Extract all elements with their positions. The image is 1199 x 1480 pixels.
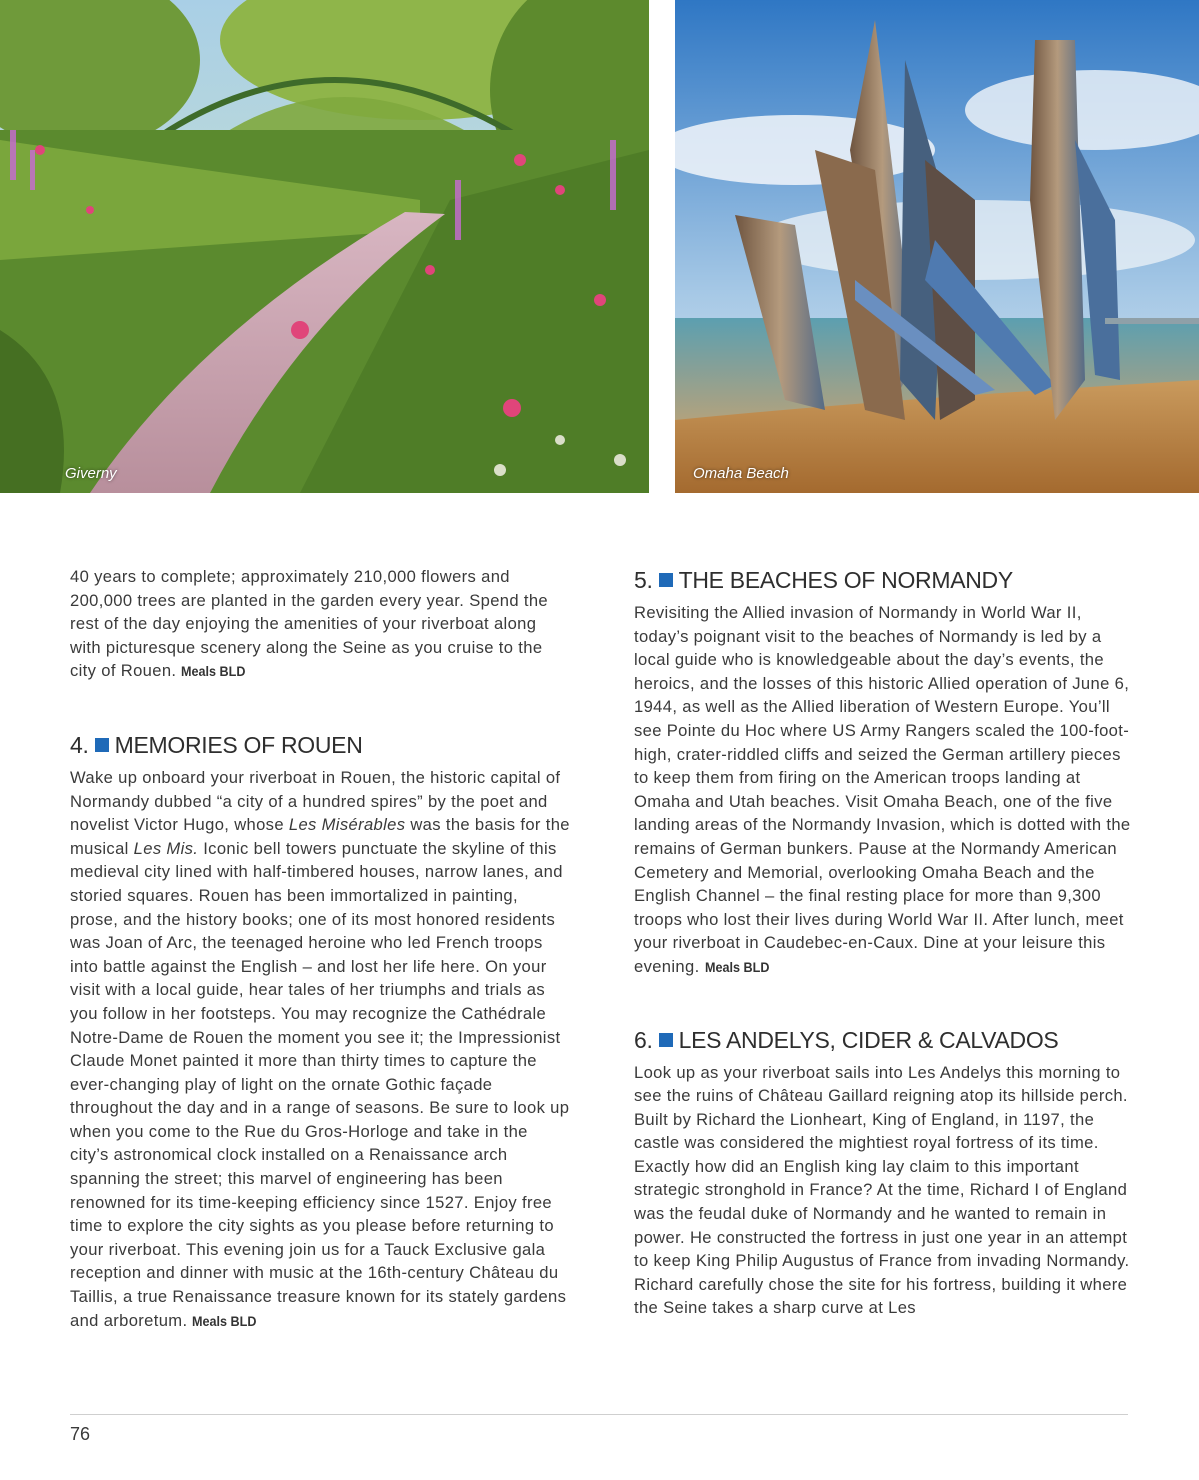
section-heading-5 [634, 566, 1134, 594]
section-number: 6. [634, 1026, 653, 1053]
giverny-caption: Giverny [65, 465, 117, 482]
intro-paragraph [70, 565, 570, 684]
footer-divider [70, 1414, 1128, 1415]
blue-square-icon [95, 738, 109, 752]
left-text-column [70, 565, 570, 1333]
section-number: 5. [634, 567, 653, 593]
les-mis-title: Les Mis. [133, 838, 199, 858]
section-5-paragraph [634, 601, 1134, 980]
section-number: 4. [70, 731, 89, 758]
section-title: MEMORIES OF ROUEN [114, 731, 363, 758]
right-text-column [634, 566, 1134, 1320]
section-4-text-c: Iconic bell towers punctuate the skyline of this medieval city lined with half-timbered houses, narrow lanes, and storied squares. Rouen has been immortalized in painting, prose, and the history books; one of its most honored residents was Joan of Arc, the teenaged heroine who led French troops into battle against the English – and lost her life here. On your visit with a local guide, hear tales of her triumphs and trials as you follow in her footsteps. You may recognize the Cathédrale Notre-Dame de Rouen the moment you see it; the Impressionist Claude Monet painted it more than thirty times to capture the ever-changing play of light on the ornate Gothic façade throughout the day and in a range of seasons. Be sure to look up when you come to the Rue du Gros-Horloge and take in the city’s astronomical clock installed on a Renaissance arch spanning the street; this marvel of engineering has been renowned for its time-keeping efficiency since 1527. Enjoy free time to explore the city sights as you please before returning to your riverboat. This evening join us for a Tauck Exclusive gala reception and dinner with music at the 16th-century Château du Taillis, a true Renaissance treasure known for its stately gardens and arboretum. [70, 838, 570, 1330]
blue-square-icon [659, 573, 673, 587]
section-5-text: Revisiting the Allied invasion of Normandy in World War II, today’s poignant visit to the beaches of Normandy is led by a local guide who is knowledgeable about the day’s events, the heroics, and the losses of this historic Allied operation of June 6, 1944, as well as the Allied liberation of Western Europe. You’ll see Pointe du Hoc where US Army Rangers scaled the 100-foot-high, crater-riddled cliffs and seized the German artillery pieces to keep them from firing on the American troops landing at Omaha and Utah beaches. Visit Omaha Beach, one of the five landing areas of the Normandy Invasion, which is dotted with the remains of German bunkers. Pause at the Normandy American Cemetery and Memorial, overlooking Omaha Beach and the English Channel – the final resting place for more than 9,300 troops who lost their lives during World War II. After lunch, meet your riverboat in Caudebec-en-Caux. Dine at your leisure this evening. [634, 603, 1131, 976]
intro-text: 40 years to complete; approximately 210,000 flowers and 200,000 trees are planted in the garden every year. Spend the rest of the day enjoying the amenities of your riverboat along with picturesque scenery along the Seine as you cruise to the city of Rouen. [70, 567, 549, 681]
section-4-text-b: was the basis for the musical [70, 815, 570, 858]
section-6-paragraph [634, 1061, 1134, 1321]
section-heading-4 [70, 731, 570, 759]
omaha-beach-caption: Omaha Beach [693, 465, 789, 482]
section-6-text: Look up as your riverboat sails into Les Andelys this morning to see the ruins of Château Gaillard reigning atop its hillside perch. Built by Richard the Lionheart, King of England, in 1197, the castle was considered the mightiest royal fortress of its time. Exactly how did an English king lay claim to this important strategic stronghold in France? At the time, Richard I of England was the feudal duke of Normandy and he wanted to remain in power. He constructed the fortress in just one year in an attempt to keep King Philip Augustus of France from invading Normandy. Richard carefully chose the site for his fortress, building it where the Seine takes a sharp curve at Les [634, 1062, 1130, 1318]
section-title: LES ANDELYS, CIDER & CALVADOS [678, 1026, 1059, 1053]
section-heading-6 [634, 1026, 1134, 1054]
les-miserables-title: Les Misérables [288, 815, 406, 835]
giverny-photo [0, 0, 649, 493]
omaha-beach-memorial-image [675, 0, 1199, 493]
blue-square-icon [659, 1033, 673, 1047]
meals-label: Meals BLD [704, 958, 769, 975]
section-title: THE BEACHES OF NORMANDY [678, 567, 1013, 593]
omaha-beach-photo [675, 0, 1199, 493]
section-4-paragraph [70, 766, 570, 1333]
meals-label: Meals BLD [181, 663, 246, 680]
section-4-text-a: Wake up onboard your riverboat in Rouen, the historic capital of Normandy dubbed “a city of a hundred spires” by the poet and novelist Victor Hugo, whose [70, 767, 561, 835]
meals-label: Meals BLD [192, 1312, 257, 1329]
giverny-garden-image [0, 0, 649, 493]
page-number: 76 [70, 1424, 91, 1444]
